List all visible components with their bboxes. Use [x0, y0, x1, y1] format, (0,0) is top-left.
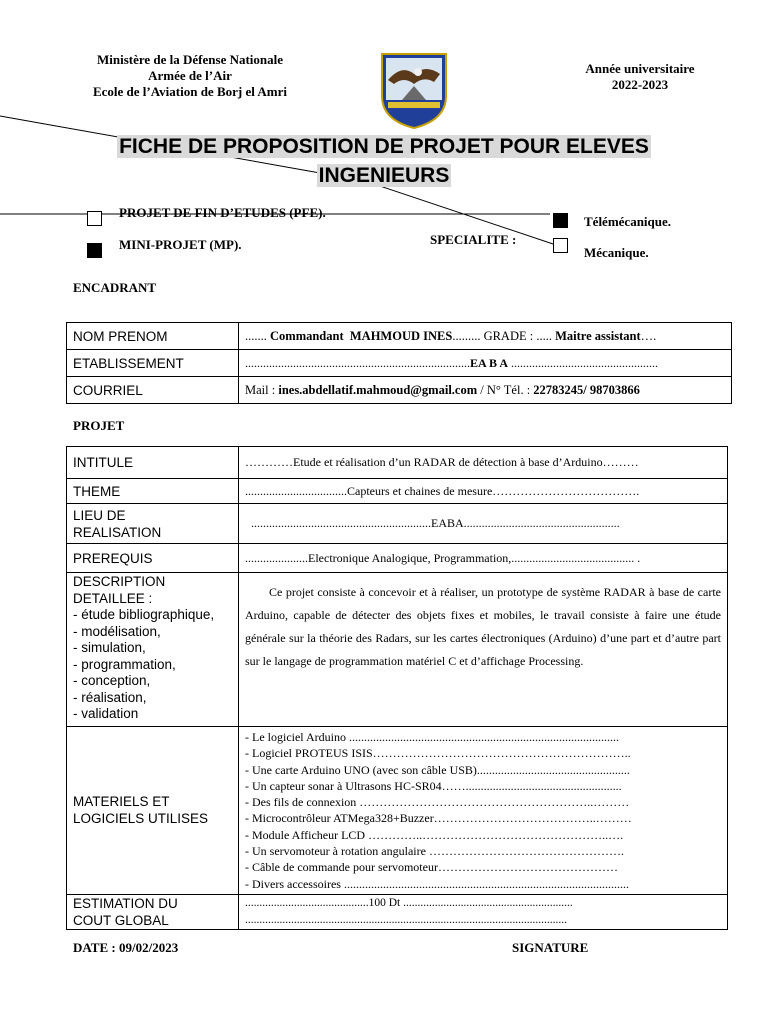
list-item: - Logiciel PROTEUS ISIS………………………………………………………..: [245, 746, 631, 761]
table-row: [67, 377, 732, 404]
lieu-label: [67, 504, 239, 544]
description-label-line: - simulation,: [73, 640, 146, 655]
date-label: DATE : 09/02/2023: [73, 940, 179, 955]
theme-value: ..................................Capteurs et chaines de mesure……………………………….: [239, 479, 728, 504]
table-row: [67, 573, 728, 727]
prerequis-label: PREREQUIS: [67, 544, 239, 573]
school-line: Ecole de l’Aviation de Borj el Amri: [92, 84, 287, 99]
theme-label: THEME: [67, 479, 239, 504]
description-label-line: - étude bibliographique,: [73, 607, 215, 622]
table-row: [67, 894, 728, 929]
academic-year-value: 2022-2023: [611, 77, 669, 92]
table-row: [67, 504, 728, 544]
table-row: [67, 350, 732, 377]
etablissement-label: ETABLISSEMENT: [67, 350, 239, 377]
telemecanique-checkbox[interactable]: [553, 213, 568, 228]
lieu-value: ............................................................EABA....................................................: [239, 504, 728, 544]
courriel-label: COURRIEL: [67, 377, 239, 404]
projet-section-title: PROJET: [73, 418, 125, 433]
mecanique-label: Mécanique.: [584, 245, 649, 260]
table-row: [67, 479, 728, 504]
pfe-checkbox[interactable]: [87, 211, 102, 226]
materiels-label-line1: MATERIELS ET: [73, 794, 170, 810]
mecanique-checkbox[interactable]: [553, 238, 568, 253]
list-item: - Câble de commande pour servomoteur………………………………………: [245, 860, 618, 875]
page-title-line1: FICHE DE PROPOSITION DE PROJET POUR ELEVES: [119, 135, 649, 158]
list-item: - Microcontrôleur ATMega328+Buzzer…………………………………..………: [245, 811, 632, 826]
army-line: Armée de l’Air: [148, 68, 232, 83]
intitule-label: INTITULE: [67, 447, 239, 479]
table-row: [67, 544, 728, 573]
cout-value-line2: ................................................................................................................: [245, 913, 567, 926]
cout-label-line2: COUT GLOBAL: [73, 912, 169, 928]
description-label-line: - programmation,: [73, 656, 176, 672]
cout-value: [239, 894, 728, 929]
page-title-2: [0, 162, 768, 190]
materiels-label-line2: LOGICIELS UTILISES: [73, 811, 209, 827]
intitule-value: …………Etude et réalisation d’un RADAR de détection à base d’Arduino………: [239, 447, 728, 479]
description-label-line: - réalisation,: [73, 689, 147, 705]
description-label-line: DESCRIPTION: [73, 574, 166, 589]
page-title-line2: INGENIEURS: [318, 164, 450, 187]
materiels-list: [239, 727, 728, 895]
lieu-label-line2: REALISATION: [73, 524, 162, 540]
description-label: [67, 573, 239, 727]
mini-projet-checkbox[interactable]: [87, 243, 102, 258]
list-item: - Un servomoteur à rotation angulaire ………………………………………….: [245, 844, 624, 859]
etablissement-value: ...........................................................................EA B A .................................................: [239, 350, 732, 377]
cout-label: [67, 894, 239, 929]
specialite-label: SPECIALITE :: [430, 232, 517, 247]
projet-table: [66, 446, 728, 930]
description-label-line: - conception,: [73, 673, 151, 688]
mini-projet-label: MINI-PROJET (MP).: [119, 237, 242, 252]
description-label-line: - validation: [73, 706, 139, 721]
pfe-label: PROJET DE FIN D’ETUDES (PFE).: [119, 205, 326, 220]
page-title: [0, 133, 768, 161]
description-value: [239, 573, 728, 727]
lieu-label-line1: LIEU DE: [73, 507, 126, 523]
cout-value-line1: ...........................................100 Dt ...........................................................: [245, 896, 573, 909]
nom-prenom-label: NOM PRENOM: [67, 323, 239, 350]
list-item: - Divers accessoires ...............................................................................................: [245, 876, 629, 891]
nom-prenom-value: ....... Commandant MAHMOUD INES......... GRADE : ..... Maitre assistant….: [239, 323, 732, 350]
description-label-line: DETAILLEE :: [73, 590, 153, 606]
encadrant-section-title: ENCADRANT: [73, 280, 157, 295]
list-item: - Des fils de connexion …………………………………………………..………: [245, 795, 630, 810]
description-label-line: - modélisation,: [73, 623, 161, 639]
courriel-value: Mail : ines.abdellatif.mahmoud@gmail.com / N° Tél. : 22783245/ 98703866: [239, 377, 732, 404]
academic-year-label: Année universitaire: [585, 61, 695, 76]
cout-label-line1: ESTIMATION DU: [73, 895, 178, 911]
telemecanique-label: Télémécanique.: [584, 214, 672, 229]
table-row: [67, 447, 728, 479]
list-item: - Le logiciel Arduino ..........................................................................................: [245, 730, 619, 744]
materiels-label: [67, 727, 239, 895]
table-row: [67, 323, 732, 350]
encadrant-table: [66, 322, 732, 404]
ministry-line: Ministère de la Défense Nationale: [96, 52, 284, 67]
signature-label: SIGNATURE: [512, 940, 589, 955]
list-item: - Une carte Arduino UNO (avec son câble USB)...................................................: [245, 762, 630, 777]
list-item: - Module Afficheur LCD …………..………………………………………..….: [245, 827, 624, 842]
prerequis-value: .....................Electronique Analogique, Programmation,......................................... .: [239, 544, 728, 573]
list-item: - Un capteur sonar à Ultrasons HC-SR04……....................................................: [245, 778, 622, 793]
table-row: [67, 727, 728, 895]
description-text: Ce projet consiste à concevoir et à réaliser, un prototype de système RADAR à base de carte Arduino, capable de détecter des objets fixes et mobiles, le travail consiste à faire une étude générale sur la théorie des Radars, sur les cartes électroniques (Arduino) d’une part et d’autre part sur le langage de programmation matériel C et d’affichage Processing.: [245, 585, 721, 668]
